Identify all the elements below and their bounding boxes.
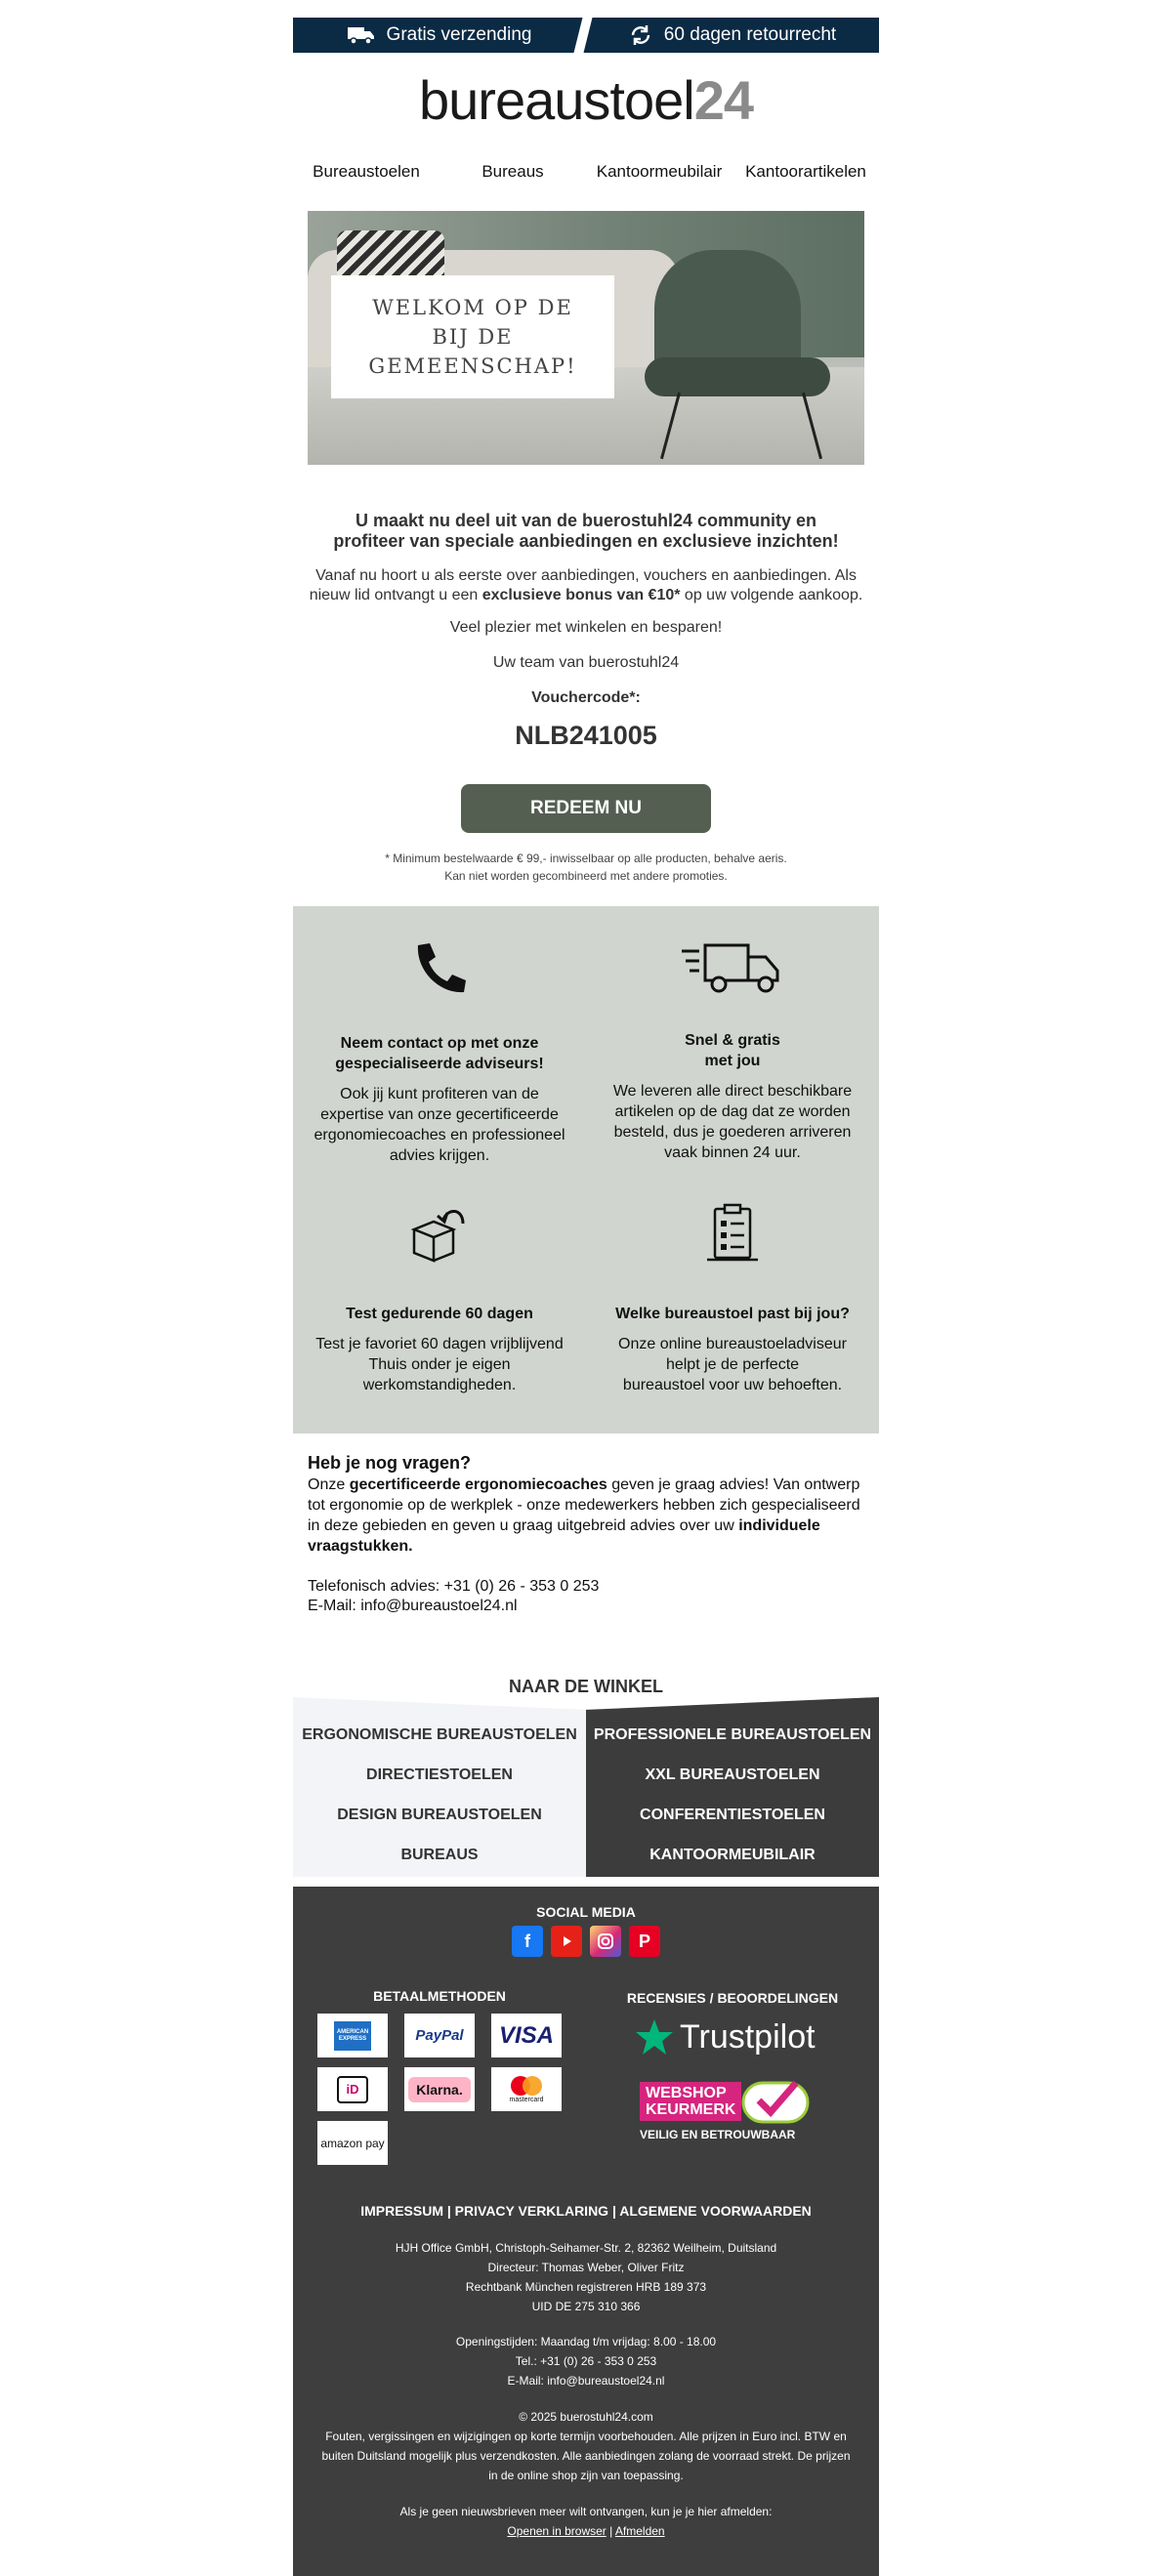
- keurmerk-line-2: KEURMERK: [646, 2101, 736, 2118]
- hero-line-2: BIJ DE GEMEENSCHAP!: [368, 325, 577, 378]
- unsubscribe-block: [293, 2502, 879, 2541]
- feature-advisors: [308, 1033, 571, 1166]
- questions-bold: individuele vraagstukken.: [308, 1517, 820, 1555]
- trustpilot-star-icon: [635, 2017, 674, 2057]
- legal-line: Fouten, vergissingen en wijzigingen op korte termijn voorbehouden. Alle prijzen in Euro incl. BTW en: [325, 2430, 847, 2443]
- shop-link-design[interactable]: DESIGN BUREAUSTOELEN: [337, 1807, 542, 1823]
- brand-logo[interactable]: [293, 68, 879, 132]
- contact-info: [293, 2332, 879, 2390]
- link-separator: |: [606, 2524, 615, 2538]
- questions-bold: gecertificeerde ergonomiecoaches: [349, 1476, 607, 1493]
- shop-title: NAAR DE WINKEL: [509, 1677, 663, 1696]
- trustpilot-label: Trustpilot: [680, 2017, 816, 2056]
- features-section: [293, 906, 879, 1433]
- feature-body: [601, 1081, 864, 1163]
- keurmerk-block: [640, 2082, 741, 2121]
- feature-body: [601, 1334, 864, 1395]
- amazon-pay-logo: amazon pay: [317, 2121, 388, 2165]
- youtube-icon[interactable]: [551, 1926, 582, 1957]
- feature-title: Snel & gratis: [685, 1032, 780, 1049]
- shop-link-directiestoelen[interactable]: DIRECTIESTOELEN: [366, 1766, 513, 1783]
- truck-icon: [348, 25, 375, 45]
- nav-item-kantoorartikelen[interactable]: Kantoorartikelen: [745, 162, 866, 181]
- questions-title: Heb je nog vragen?: [308, 1453, 472, 1473]
- feature-chair-advisor[interactable]: [601, 1304, 864, 1395]
- shop-categories: [293, 1697, 879, 1877]
- shop-link-bureaus[interactable]: BUREAUS: [400, 1847, 479, 1863]
- voucher-label: Vouchercode*:: [531, 689, 641, 706]
- feature-body-line: besteld, dus je goederen arriveren: [613, 1124, 852, 1141]
- unsubscribe-link[interactable]: Afmelden: [614, 2524, 665, 2538]
- feature-body-line: Onze online bureaustoeladviseur: [618, 1336, 847, 1352]
- feature-fast-delivery: [601, 1030, 864, 1163]
- questions-body: [308, 1475, 864, 1557]
- legal-line: in de online shop zijn van toepassing.: [488, 2469, 684, 2482]
- shop-link-kantoormeubilair[interactable]: KANTOORMEUBILAIR: [649, 1847, 816, 1863]
- address-line: HJH Office GmbH, Christoph-Seihamer-Str. 2, 82362 Weilheim, Duitsland: [395, 2241, 777, 2255]
- hero-welcome-card: [331, 275, 614, 398]
- feature-body-line: Ook jij kunt profiteren van de: [340, 1086, 539, 1102]
- legal-links[interactable]: IMPRESSUM | PRIVACY VERKLARING | ALGEMENE VOORWAARDEN: [360, 2203, 812, 2219]
- nav-item-kantoormeubilair[interactable]: Kantoormeubilair: [596, 162, 723, 181]
- facebook-icon[interactable]: f: [512, 1926, 543, 1957]
- company-address: [293, 2238, 879, 2316]
- headline-line-2: profiteer van speciale aanbiedingen en exclusieve inzichten!: [333, 531, 839, 551]
- legal-notice: [293, 2407, 879, 2485]
- intro-text: nieuw lid ontvangt u een: [309, 587, 482, 603]
- contact-line: Tel.: +31 (0) 26 - 353 0 253: [515, 2354, 657, 2368]
- feature-test-60-days: [308, 1304, 571, 1395]
- feature-body-line: Thuis onder je eigen: [368, 1356, 511, 1373]
- feature-title: Neem contact op met onze: [340, 1035, 539, 1052]
- returns-cell[interactable]: [586, 18, 879, 53]
- feature-title: Test gedurende 60 dagen: [346, 1306, 533, 1322]
- webshop-keurmerk-badge[interactable]: [640, 2077, 835, 2141]
- keurmerk-tagline: VEILIG EN BETROUWBAAR: [640, 2128, 796, 2141]
- contact-line: E-Mail: info@bureaustoel24.nl: [507, 2374, 665, 2388]
- shop-link-xxl[interactable]: XXL BUREAUSTOELEN: [645, 1766, 820, 1783]
- shipping-cell[interactable]: [293, 18, 586, 53]
- feature-body-line: artikelen op de dag dat ze worden: [614, 1103, 851, 1120]
- intro-line-1: Vanaf nu hoort u als eerste over aanbiedingen, vouchers en aanbiedingen. Als: [315, 567, 857, 584]
- mastercard-label: mastercard: [509, 2097, 544, 2103]
- contact-line: Openingstijden: Maandag t/m vrijdag: 8.00 - 18.00: [455, 2335, 717, 2348]
- shop-link-professionele[interactable]: PROFESSIONELE BUREAUSTOELEN: [593, 1726, 872, 1743]
- voucher-code: NLB241005: [515, 721, 657, 750]
- nav-item-bureaustoelen[interactable]: Bureaustoelen: [313, 162, 420, 181]
- enjoy-text: Veel plezier met winkelen en besparen!: [449, 619, 723, 636]
- amex-logo: [317, 2014, 388, 2057]
- logo-word: bureaustoel: [419, 69, 694, 131]
- amex-label: AMERICAN EXPRESS: [334, 2021, 371, 2051]
- feature-body-line: Test je favoriet 60 dagen vrijblijvend: [315, 1336, 564, 1352]
- email-contact[interactable]: E-Mail: info@bureaustoel24.nl: [308, 1598, 518, 1614]
- address-line: Rechtbank München registreren HRB 189 373: [465, 2280, 707, 2294]
- shop-link-ergonomische[interactable]: ERGONOMISCHE BUREAUSTOELEN: [302, 1726, 577, 1743]
- fineprint-line-2: Kan niet worden gecombineerd met andere promoties.: [444, 869, 728, 883]
- address-line: Directeur: Thomas Weber, Oliver Fritz: [487, 2261, 685, 2274]
- feature-body-line: helpt je de perfecte: [665, 1356, 800, 1373]
- payment-title: BETAALMETHODEN: [373, 1988, 506, 2004]
- top-bar: [293, 18, 879, 53]
- open-in-browser-link[interactable]: Openen in browser: [507, 2524, 607, 2538]
- phone-icon: [410, 939, 469, 998]
- shipping-label: Gratis verzending: [386, 24, 532, 45]
- hero-line-1: WELKOM OP DE: [372, 296, 573, 319]
- questions-text: geven je graag advies! Van ontwerp tot ergonomie op de werkplek - onze medewerkers hebben zich gespecialiseerd in deze gebieden en geven u graag uitgebreid advies over uw: [308, 1476, 860, 1534]
- unsubscribe-text: Als je geen nieuwsbrieven meer wilt ontvangen, kun je je hier afmelden:: [399, 2505, 773, 2518]
- welcome-headline: [293, 511, 879, 552]
- feature-body: [308, 1084, 571, 1166]
- team-signature: Uw team van buerostuhl24: [492, 654, 680, 671]
- voucher-fineprint: [293, 850, 879, 885]
- feature-body-line: We leveren alle direct beschikbare: [612, 1083, 853, 1100]
- logo-number: 24: [693, 69, 753, 131]
- phone-advice[interactable]: Telefonisch advies: +31 (0) 26 - 353 0 253: [308, 1578, 600, 1595]
- pinterest-icon[interactable]: P: [629, 1926, 660, 1957]
- feature-body-line: advies krijgen.: [389, 1147, 490, 1164]
- return-box-icon: [408, 1206, 471, 1265]
- hero-armchair-seat: [645, 357, 830, 396]
- visa-logo: VISA: [491, 2014, 562, 2057]
- instagram-icon[interactable]: [590, 1926, 621, 1957]
- checkmark-icon: [741, 2077, 810, 2126]
- feature-body-line: vaak binnen 24 uur.: [664, 1144, 801, 1161]
- questions-text: Onze: [308, 1476, 350, 1493]
- feature-body-line: expertise van onze gecertificeerde: [320, 1106, 559, 1123]
- returns-label: 60 dagen retourrecht: [663, 24, 837, 45]
- legal-line: buiten Duitsland mogelijk plus verzendkosten. Alle aanbiedingen zolang de voorraad strekt. De prijzen: [321, 2449, 851, 2463]
- address-line: UID DE 275 310 366: [531, 2300, 641, 2313]
- keurmerk-line-1: WEBSHOP: [646, 2085, 727, 2101]
- bonus-highlight: exclusieve bonus van €10*: [481, 587, 681, 603]
- feature-body-line: ergonomiecoaches en professioneel: [314, 1127, 565, 1143]
- intro-text: op uw volgende aankoop.: [680, 587, 863, 603]
- feature-title: gespecialiseerde adviseurs!: [335, 1056, 544, 1072]
- ideal-logo: [317, 2067, 388, 2111]
- nav-item-bureaus[interactable]: Bureaus: [481, 162, 544, 181]
- headline-line-1: U maakt nu deel uit van de buerostuhl24 community en: [355, 511, 817, 530]
- fineprint-line-1: * Minimum bestelwaarde € 99,- inwisselbaar op alle producten, behalve aeris.: [385, 852, 787, 865]
- feature-body-line: werkomstandigheden.: [362, 1377, 517, 1393]
- shop-link-conferentiestoelen[interactable]: CONFERENTIESTOELEN: [640, 1807, 825, 1823]
- feature-title: Welke bureaustoel past bij jou?: [615, 1306, 850, 1322]
- hero-banner[interactable]: [308, 211, 864, 465]
- feature-body: [308, 1334, 571, 1395]
- delivery-truck-icon: [682, 939, 783, 996]
- trustpilot-badge[interactable]: [635, 2017, 816, 2057]
- klarna-label: Klarna.: [408, 2077, 470, 2102]
- ideal-label: iD: [337, 2076, 368, 2103]
- clipboard-checklist-icon: [703, 1203, 762, 1264]
- unsubscribe-links: [293, 2521, 879, 2541]
- mastercard-logo: [491, 2067, 562, 2111]
- klarna-logo: [404, 2067, 475, 2111]
- intro-line-2: [293, 586, 879, 605]
- redeem-button[interactable]: REDEEM NU: [461, 784, 711, 833]
- reviews-title: RECENSIES / BEOORDELINGEN: [626, 1990, 839, 2006]
- intro-paragraph: [293, 566, 879, 605]
- social-links: [293, 1926, 879, 1957]
- social-title: SOCIAL MEDIA: [536, 1904, 636, 1920]
- refresh-icon: [629, 23, 652, 47]
- paypal-logo: PayPal: [404, 2014, 475, 2057]
- footer: [293, 1887, 879, 2576]
- main-nav: [293, 162, 879, 182]
- feature-body-line: bureaustoel voor uw behoeften.: [622, 1377, 843, 1393]
- feature-title: met jou: [704, 1053, 761, 1069]
- legal-line: © 2025 buerostuhl24.com: [519, 2410, 653, 2424]
